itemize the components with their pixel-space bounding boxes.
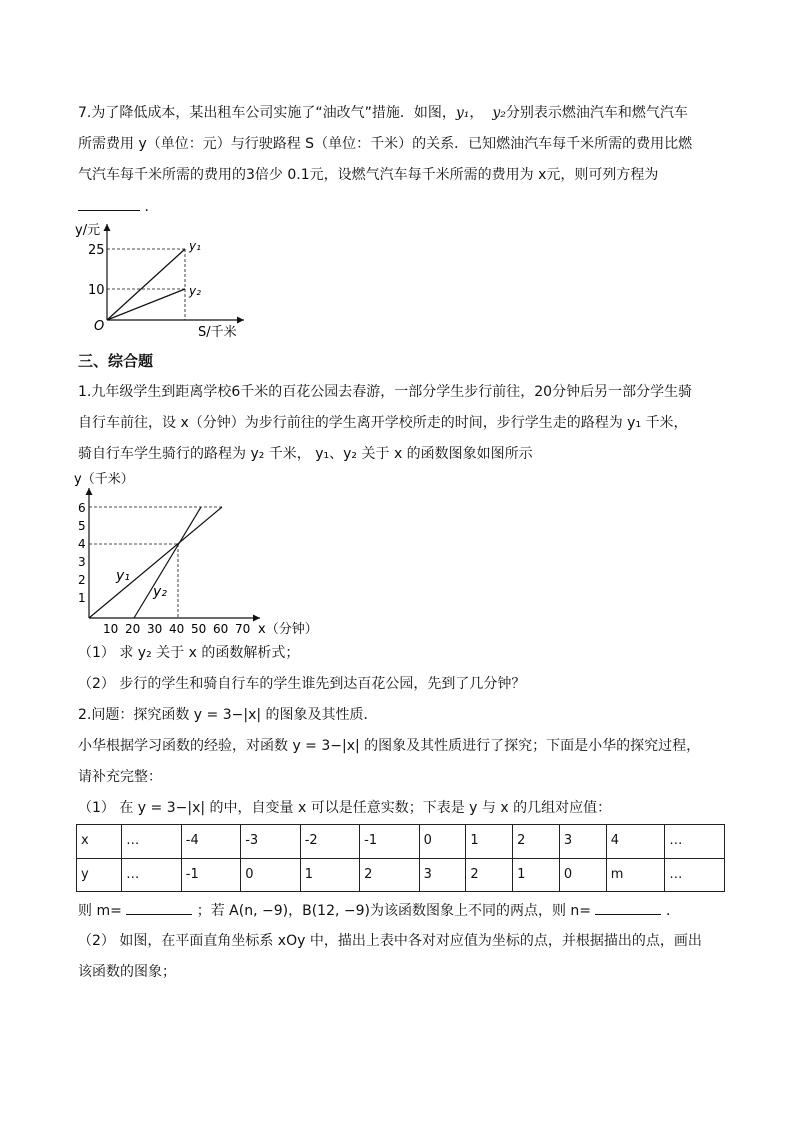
table-cell: y [77,858,122,892]
p7-y1: y₁ [455,105,470,121]
p2-m-label: 则 m= [78,903,122,919]
table-cell: 0 [241,858,300,892]
table-cell: m [606,858,665,892]
p1-xtick-30: 30 [147,622,163,636]
table-cell: … [665,825,725,859]
p2-line1: 2.问题：探究函数 y = 3−|x| 的图象及其性质． [78,707,378,723]
p7-origin: O [94,319,105,334]
table-cell: -3 [241,825,300,859]
table-cell: 0 [559,858,606,892]
table-cell: 2 [466,858,513,892]
table-cell: 4 [606,825,665,859]
table-cell: -4 [181,825,240,859]
p2-n-blank [595,900,661,915]
p2-line2: 小华根据学习函数的经验，对函数 y = 3−|x| 的图象及其性质进行了探究；下面是小华的探究过程， [78,738,701,754]
table-cell: 1 [513,858,560,892]
p1-line2: 自行车前往，设 x（分钟）为步行前往的学生离开学校所走的时间，步行学生走的路程为 y₁ 千米， [78,415,688,431]
table-cell: … [122,825,182,859]
p1-xtick-40: 40 [169,622,185,636]
p1-xtick-70: 70 [235,622,251,636]
p7-y2: y₂ [492,105,506,121]
p7-tick-10: 10 [88,283,105,298]
p7-line-y2 [107,289,185,320]
table-cell: -1 [360,825,419,859]
table-row [77,858,725,892]
p1-xtick-50: 50 [191,622,207,636]
p7-line1-end: 分别表示燃油汽车和燃气汽车 [505,105,688,121]
table-cell: 1 [466,825,513,859]
table-cell: … [665,858,725,892]
p7-line-y1 [107,249,185,320]
p1-ytick-5: 5 [78,519,86,533]
p2-question2-line1: （2） 如图，在平面直角坐标系 xOy 中，描出上表中各对对应值为坐标的点，并根据描出的点，画出 [78,933,702,949]
p1-xtick-20: 20 [125,622,141,636]
p7-graph [72,218,252,342]
table-cell: … [122,858,182,892]
p1-xtick-10: 10 [103,622,119,636]
p7-line4 [78,196,158,217]
p1-xtick-60: 60 [213,622,229,636]
p2-value-table [76,824,725,892]
p1-question1: （1） 求 y₂ 关于 x 的函数解析式； [78,645,300,661]
p1-line-y1 [89,507,222,618]
p1-x-axis-label: x（分钟） [258,622,318,637]
p7-line1-text: 7.为了降低成本，某出租车公司实施了“油改气”措施．如图， [78,105,456,121]
section3-title: 三、综合题 [78,352,154,370]
table-cell: x [77,825,122,859]
p7-tick-25: 25 [88,243,105,258]
table-cell: 2 [360,858,419,892]
p1-line1: 1.九年级学生到距离学校6千米的百花公园去春游，一部分学生步行前往，20分钟后另一部分学生骑 [78,384,693,400]
p2-n-text: ；若 A(n, −9)，B(12, −9)为该函数图象上不同的两点，则 n= [196,903,592,919]
p7-y-axis-label: y/元 [75,223,101,238]
table-cell: 0 [419,825,466,859]
p1-line-y2 [134,507,201,618]
p1-ytick-1: 1 [78,591,86,605]
p1-y-axis-label: y（千米） [74,472,134,487]
p1-graph [72,468,332,640]
p7-answer-blank [78,196,140,211]
p7-line4-end: ． [144,199,159,215]
p7-comma: ， [469,105,484,121]
p7-line3: 气汽车每千米所需的费用的3倍少 0.1元，设燃气汽车每千米所需的费用为 x元，则可列方程为 [78,167,659,183]
p2-question2-line2: 该函数的图象； [78,964,176,980]
p1-label-y1: y₁ [116,568,130,584]
p1-ytick-4: 4 [78,537,86,551]
p7-line2: 所需费用 y（单位：元）与行驶路程 S（单位：千米）的关系．已知燃油汽车每千米所需的费用比燃 [78,136,693,152]
table-row [77,825,725,859]
p1-question2: （2） 步行的学生和骑自行车的学生谁先到达百花公园，先到了几分钟？ [78,676,526,692]
p1-ytick-2: 2 [78,573,86,587]
p2-end: ． [665,903,680,919]
p1-line3: 骑自行车学生骑行的路程为 y₂ 千米， y₁、y₂ 关于 x 的函数图象如图所示 [78,446,533,462]
p2-question1: （1） 在 y = 3−|x| 的中，自变量 x 可以是任意实数；下表是 y 与 x 的几组对应值： [78,800,612,816]
p7-label-y1: y₁ [189,239,201,253]
p2-after-table [78,900,680,921]
p7-x-axis-label: S/千米 [198,325,237,340]
p7-line1 [78,103,688,123]
table-cell: 3 [559,825,606,859]
p2-line3: 请补充完整： [78,769,162,785]
p2-m-blank [126,900,192,915]
table-cell: -2 [300,825,359,859]
table-cell: 1 [300,858,359,892]
table-cell: 3 [419,858,466,892]
table-cell: 2 [513,825,560,859]
p7-label-y2: y₂ [189,284,201,298]
table-cell: -1 [181,858,240,892]
p1-ytick-6: 6 [78,501,86,515]
p1-ytick-3: 3 [78,555,86,569]
p1-label-y2: y₂ [153,584,167,600]
